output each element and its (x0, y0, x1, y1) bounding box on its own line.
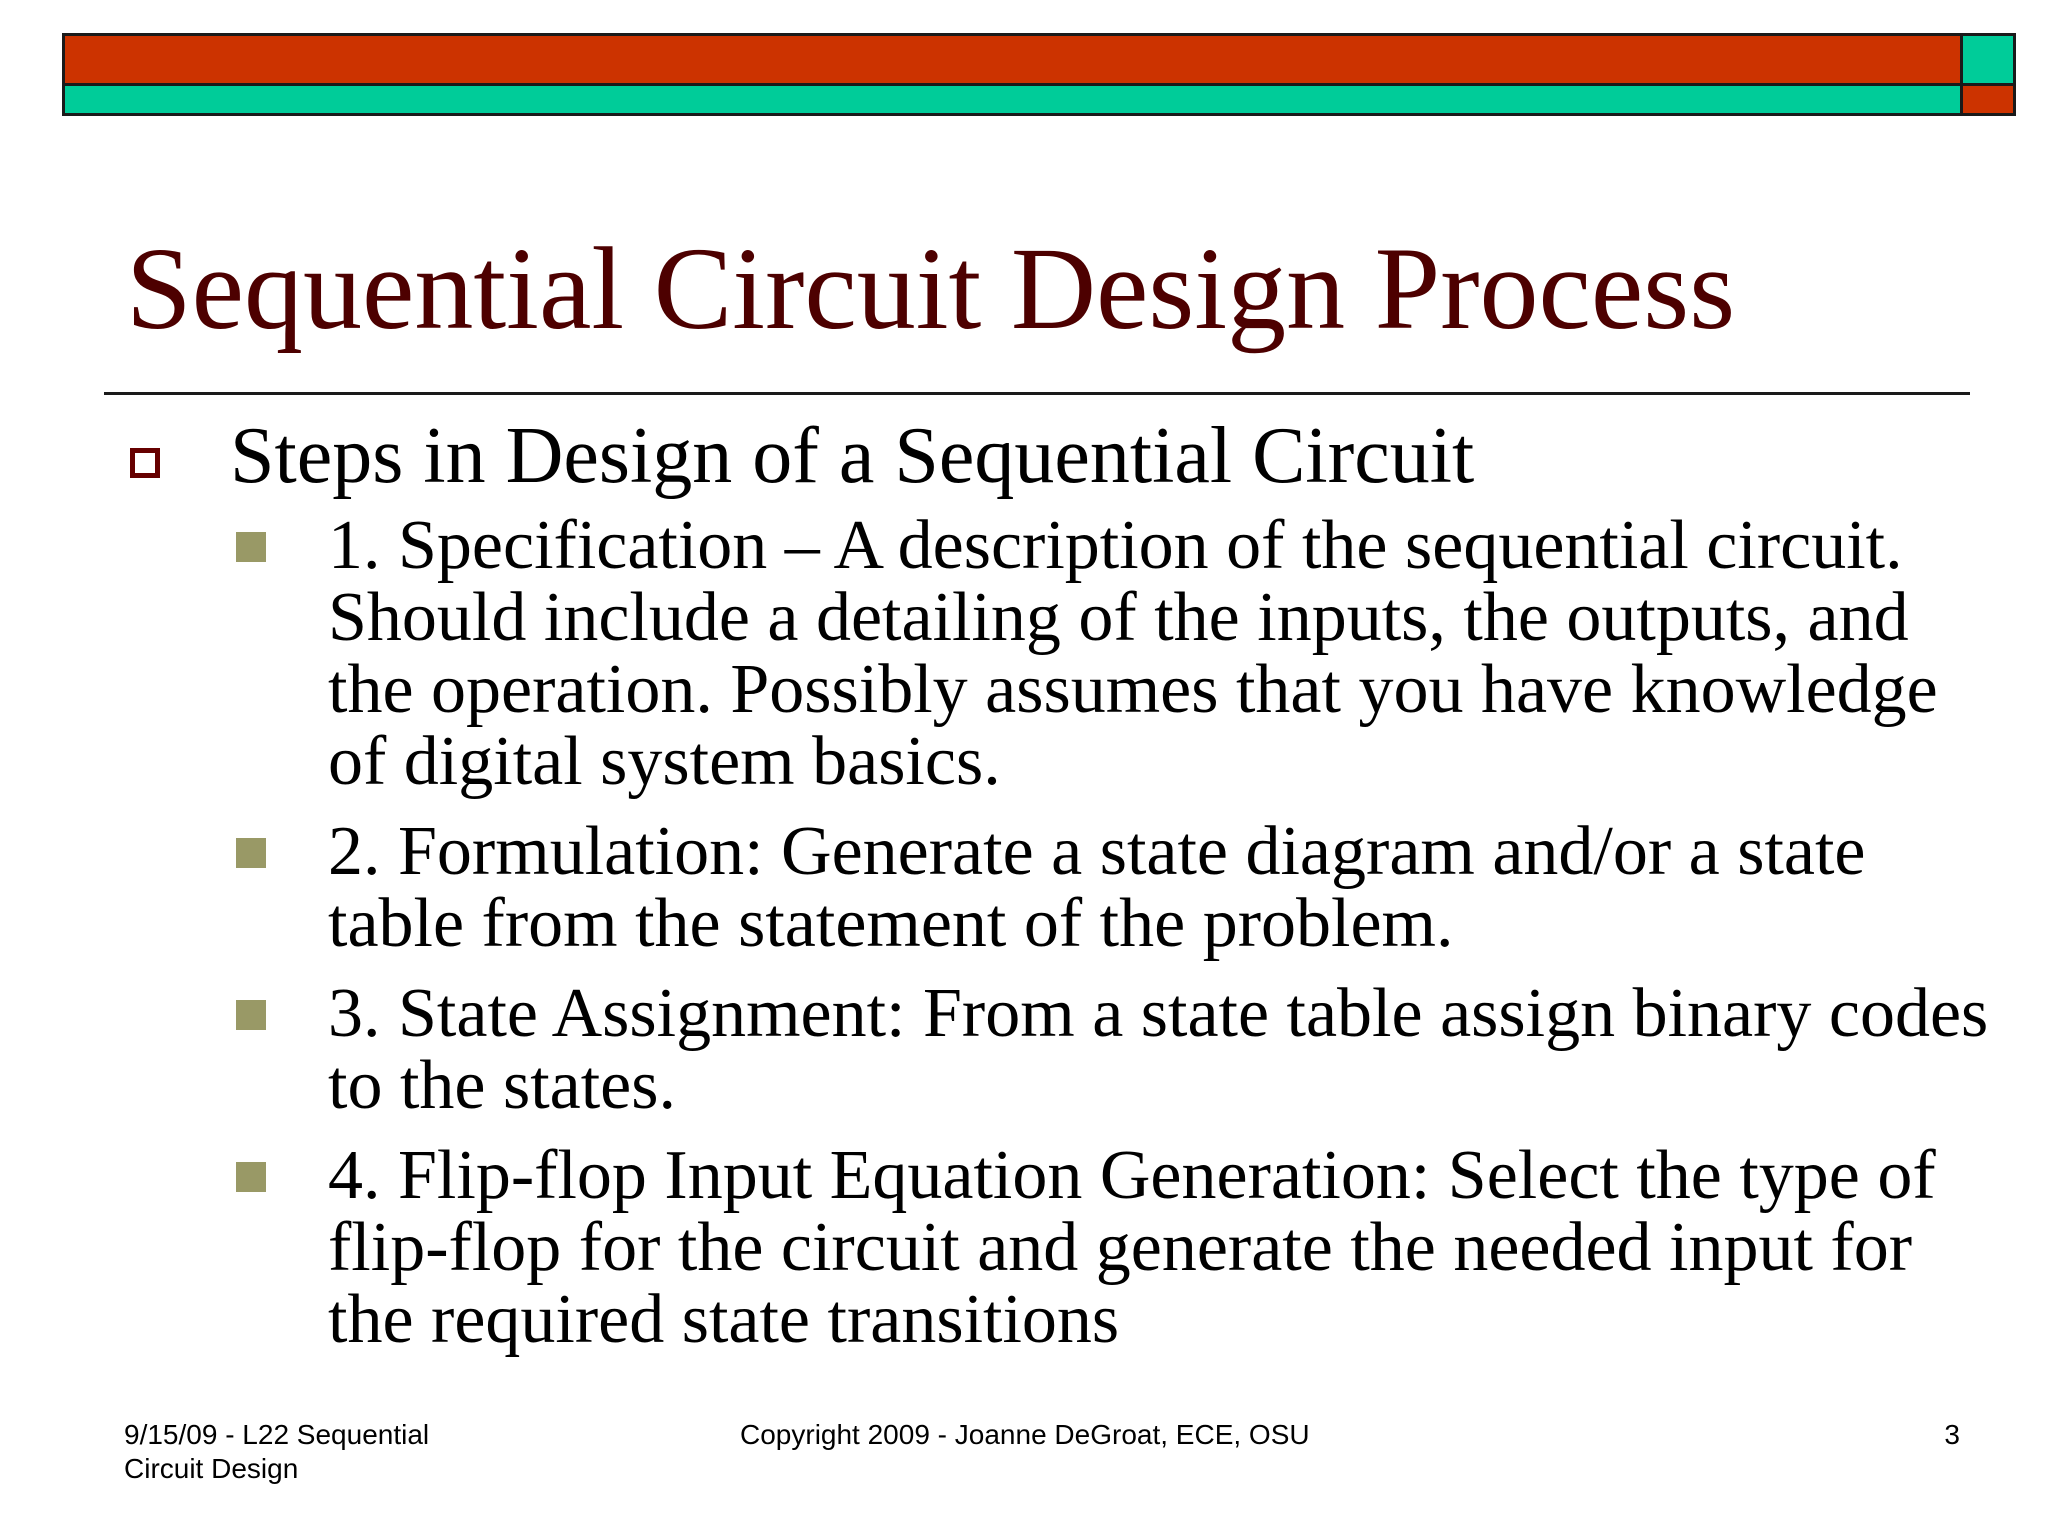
filled-square-bullet-icon (236, 1000, 266, 1030)
step-text: 1. Specification – A description of the sequential circuit. Should include a detailing of the inputs, the outputs, and the operation. Possibly assumes that you have knowledge of digital system basics. (328, 507, 1938, 800)
filled-square-bullet-icon (236, 532, 266, 562)
steps-list (236, 507, 1996, 1374)
hollow-square-bullet-icon (130, 448, 160, 478)
step-text: 3. State Assignment: From a state table assign binary codes to the states. (328, 975, 1989, 1124)
footer-topic: Circuit Design (124, 1453, 299, 1484)
footer-copyright: Copyright 2009 - Joanne DeGroat, ECE, OSU (740, 1419, 1310, 1450)
header-teal-stripe (65, 86, 1963, 113)
footer-page-number: 3 (1944, 1419, 1960, 1450)
slide-title: Sequential Circuit Design Process (126, 223, 1736, 354)
filled-square-bullet-icon (236, 838, 266, 868)
header-teal-square (1963, 36, 2013, 86)
step-item-2 (236, 813, 1996, 962)
filled-square-bullet-icon (236, 1162, 266, 1192)
footer-date-lecture: 9/15/09 - L22 Sequential (124, 1419, 430, 1450)
step-item-4 (236, 1137, 1996, 1358)
step-text: 2. Formulation: Generate a state diagram and/or a state table from the statement of the problem. (328, 813, 1866, 962)
level1-bullet-text: Steps in Design of a Sequential Circuit (230, 412, 1475, 500)
header-red-square (1963, 86, 2013, 113)
footer-slide-info (124, 1418, 544, 1486)
title-divider (104, 392, 1970, 395)
step-text: 4. Flip-flop Input Equation Generation: Select the type of flip-flop for the circuit and generate the needed input for the required state transitions (328, 1137, 1936, 1358)
header-decoration-bar (62, 33, 2016, 116)
step-item-1 (236, 507, 1996, 800)
header-red-stripe (65, 36, 1963, 86)
step-item-3 (236, 975, 1996, 1124)
level1-bullet-item (130, 412, 1475, 500)
